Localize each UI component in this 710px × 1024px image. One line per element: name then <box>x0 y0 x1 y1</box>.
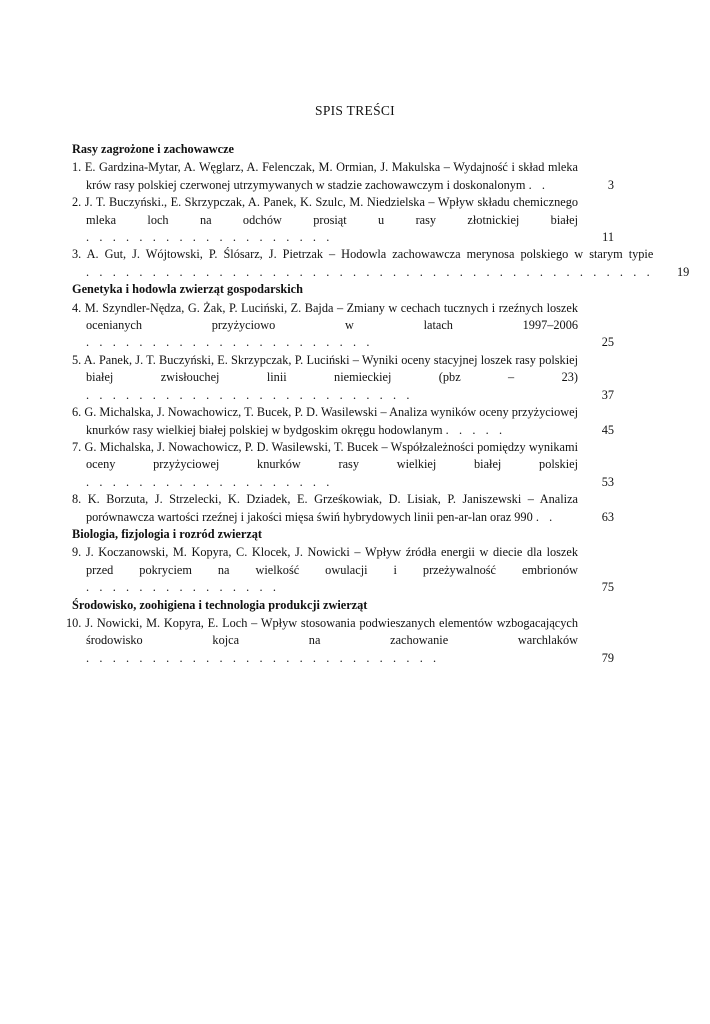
dot-leader: . . <box>528 177 549 192</box>
toc-entry[interactable] <box>72 404 614 439</box>
entry-number: 9. <box>72 545 82 560</box>
toc-entry[interactable] <box>72 352 614 404</box>
entry-text: K. Borzuta, J. Strzelecki, K. Dziadek, E. Grześkowiak, D. Lisiak, P. Janiszewski – Analiza porównawcza wartości rzeźnej i jakości mięsa świń hybrydowych linii pen-ar-lan oraz 990 <box>86 492 578 524</box>
dot-leader: . . . . . . . . . . . . . . . . . . . . . . . . . . . <box>86 650 440 665</box>
toc-entry[interactable] <box>72 246 690 281</box>
dot-leader: . . . . . . . . . . . . . . . . . . . . . . <box>86 335 373 350</box>
entry-page-number: 45 <box>601 422 614 437</box>
dot-leader: . . . . . . . . . . . . . . . <box>86 580 280 595</box>
toc-entry[interactable] <box>72 491 614 526</box>
entry-number: 4. <box>72 300 82 315</box>
toc-entry[interactable] <box>72 544 614 596</box>
section-title: Rasy zagrożone i zachowawcze <box>72 142 234 156</box>
toc-entry[interactable] <box>72 159 614 194</box>
entry-text: A. Gut, J. Wójtowski, P. Ślósarz, J. Pietrzak – Hodowla zachowawcza merynosa polskiego w starym typie <box>86 247 654 262</box>
entry-text: A. Panek, J. T. Buczyński, E. Skrzypczak, P. Luciński – Wyniki oceny stacyjnej loszek rasy polskiej białej zwisłouchej linii niemieckiej (pbz – 23) <box>83 352 578 385</box>
table-of-contents <box>66 141 690 667</box>
section-title: Genetyka i hodowla zwierząt gospodarskich <box>72 282 303 297</box>
entry-page-number: 79 <box>601 650 614 665</box>
entry-page-number: 75 <box>601 580 614 595</box>
dot-leader: . . . . . . . . . . . . . . . . . . . <box>86 230 333 245</box>
entry-page-number: 19 <box>677 264 690 279</box>
entry-page-number: 37 <box>601 387 614 402</box>
entry-number: 3. <box>72 247 82 262</box>
dot-leader: . . . . . . . . . . . . . . . . . . . <box>86 474 333 489</box>
entry-page-number: 11 <box>602 230 614 245</box>
entry-number: 2. <box>72 195 82 210</box>
dot-leader: . . . . . . . . . . . . . . . . . . . . . . . . . . . . . . . . . . . . . . . . . . . <box>86 264 654 279</box>
entry-page-number: 63 <box>601 509 614 524</box>
section-title: Biologia, fizjologia i rozród zwierząt <box>72 526 262 541</box>
entry-text: G. Michalska, J. Nowachowicz, T. Bucek, P. D. Wasilewski – Analiza wyników oceny przyżyciowej knurków rasy wielkiej białej polskiej w bydgoskim okręgu hodowlanym <box>84 405 579 437</box>
toc-entry[interactable] <box>72 300 614 352</box>
page-title: SPIS TREŚCI <box>315 103 395 118</box>
entry-text: G. Michalska, J. Nowachowicz, P. D. Wasilewski, T. Bucek – Współzależności pomiędzy wynikami oceny przyżyciowej knurków rasy wielkiej białej polskiej <box>84 439 578 472</box>
entry-text: E. Gardzina-Mytar, A. Węglarz, A. Felenczak, M. Ormian, J. Makulska – Wydajność i skład mleka krów rasy polskiej czerwonej utrzymywanych w stadzie zachowawczym i doskonalonym <box>84 160 578 192</box>
entry-number: 8. <box>72 492 82 507</box>
toc-entry[interactable] <box>72 194 614 246</box>
entry-number: 1. <box>72 160 82 175</box>
dot-leader: . . <box>535 509 556 524</box>
entry-number: 10. <box>66 615 82 630</box>
toc-entry[interactable] <box>72 439 614 491</box>
entry-number: 6. <box>72 405 82 420</box>
section-title: Środowisko, zoohigiena i technologia produkcji zwierząt <box>72 597 368 612</box>
dot-leader: . . . . . . . . . . . . . . . . . . . . . . . . . <box>86 387 414 402</box>
entry-page-number: 3 <box>607 177 614 192</box>
entry-page-number: 53 <box>601 474 614 489</box>
toc-entry[interactable] <box>66 615 614 667</box>
dot-leader: . . . . . <box>445 422 506 437</box>
entry-number: 7. <box>72 439 82 454</box>
entry-text: M. Szyndler-Nędza, G. Żak, P. Luciński, Z. Bajda – Zmiany w cechach tucznych i rzeźnych loszek ocenianych przyżyciowo w latach 1997–2006 <box>84 300 578 333</box>
entry-text: J. Nowicki, M. Kopyra, E. Loch – Wpływ stosowania podwieszanych elementów wzbogacających środowisko kojca na zachowanie warchlaków <box>85 615 578 648</box>
entry-page-number: 25 <box>601 335 614 350</box>
entry-text: J. T. Buczyński., E. Skrzypczak, A. Panek, K. Szulc, M. Niedzielska – Wpływ składu chemicznego mleka loch na odchów prosiąt u rasy złotnickiej białej <box>84 195 578 227</box>
entry-text: J. Koczanowski, M. Kopyra, C. Klocek, J. Nowicki – Wpływ źródła energii w diecie dla loszek przed pokryciem na wielkość owulacji i przeżywalność embrionów <box>85 545 578 577</box>
entry-number: 5. <box>72 352 82 367</box>
